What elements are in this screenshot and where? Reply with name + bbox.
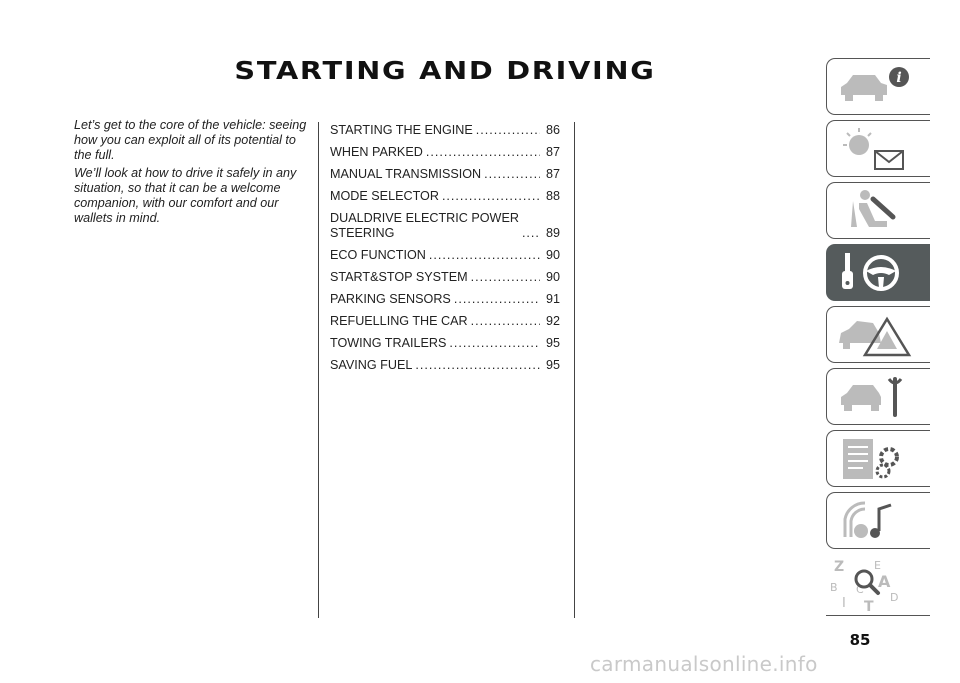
toc-entry[interactable] xyxy=(330,123,560,138)
toc-leader xyxy=(429,248,540,263)
toc-label: START&STOP SYSTEM xyxy=(330,270,468,284)
toc-label: MANUAL TRANSMISSION xyxy=(330,167,482,181)
toc-page: 95 xyxy=(545,336,560,350)
toc-label: STARTING THE ENGINE xyxy=(330,123,473,137)
toc-entry[interactable] xyxy=(330,336,560,351)
toc-page: 90 xyxy=(545,248,560,262)
seat-airbag-icon xyxy=(835,187,915,235)
page-number: 85 xyxy=(849,631,871,649)
index-letter: T xyxy=(864,599,874,613)
toc-page: 86 xyxy=(545,123,560,137)
chapter-tab-technical-data[interactable] xyxy=(826,430,930,487)
toc-entry[interactable] xyxy=(330,211,560,241)
toc-entry[interactable] xyxy=(330,358,560,373)
column-divider xyxy=(318,122,319,618)
chapter-tab-maintenance[interactable] xyxy=(826,368,930,425)
index-letter: I xyxy=(842,596,846,611)
chapter-title: STARTING AND DRIVING xyxy=(234,56,656,85)
chapter-tab-starting-driving[interactable] xyxy=(826,244,930,301)
toc-label: SAVING FUEL xyxy=(330,358,413,372)
toc-label: REFUELLING THE CAR xyxy=(330,314,468,328)
toc-leader xyxy=(522,226,540,241)
toc-page: 92 xyxy=(545,314,560,328)
index-letter: E xyxy=(874,559,881,572)
toc-entry[interactable] xyxy=(330,314,560,329)
index-letter: B xyxy=(830,581,838,594)
table-of-contents xyxy=(330,123,560,380)
toc-page: 89 xyxy=(545,226,560,240)
key-steering-wheel-icon xyxy=(835,249,915,297)
chapter-tab-warning-lights[interactable] xyxy=(826,120,930,177)
index-letter: D xyxy=(890,591,899,604)
watermark: carmanualsonline.info xyxy=(590,652,818,676)
toc-entry[interactable] xyxy=(330,189,560,204)
toc-leader xyxy=(442,189,540,204)
index-letter: A xyxy=(878,572,891,591)
car-info-icon xyxy=(835,63,915,111)
toc-label: TOWING TRAILERS xyxy=(330,336,447,350)
toc-label: DUALDRIVE ELECTRIC POWER STEERING xyxy=(330,211,519,240)
svg-text:i: i xyxy=(896,70,902,86)
toc-page: 87 xyxy=(545,145,560,159)
toc-leader xyxy=(415,358,540,373)
toc-page: 88 xyxy=(545,189,560,203)
car-emergency-icon xyxy=(835,311,915,359)
toc-leader xyxy=(471,314,540,329)
chapter-intro xyxy=(74,118,314,229)
toc-leader xyxy=(476,123,540,138)
chapter-tab-index[interactable] xyxy=(826,555,930,616)
warning-lights-message-icon xyxy=(835,125,915,173)
toc-label: WHEN PARKED xyxy=(330,145,423,159)
toc-entry[interactable] xyxy=(330,248,560,263)
toc-page: 87 xyxy=(545,167,560,181)
chapter-tab-safety[interactable] xyxy=(826,182,930,239)
index-letters-icon xyxy=(828,557,908,613)
toc-page: 95 xyxy=(545,358,560,372)
intro-paragraph: We’ll look at how to drive it safely in any situation, so that it can be a welcome companion, with our comfort and our wallets in mind. xyxy=(74,166,297,225)
toc-leader xyxy=(426,145,540,160)
chapter-tab-knowing-car[interactable] xyxy=(826,58,930,115)
intro-paragraph: Let’s get to the core of the vehicle: seeing how you can exploit all of its potential to the full. xyxy=(74,118,307,162)
toc-leader xyxy=(449,336,540,351)
index-letter: Z xyxy=(834,559,845,575)
toc-page: 91 xyxy=(545,292,560,306)
chapter-tab-emergency[interactable] xyxy=(826,306,930,363)
toc-leader xyxy=(471,270,540,285)
multimedia-icon xyxy=(835,497,915,545)
technical-data-icon xyxy=(835,435,915,483)
toc-label: PARKING SENSORS xyxy=(330,292,451,306)
toc-entry[interactable] xyxy=(330,292,560,307)
toc-label: ECO FUNCTION xyxy=(330,248,426,262)
index-letter: C xyxy=(856,583,864,596)
toc-label: MODE SELECTOR xyxy=(330,189,439,203)
car-maintenance-icon xyxy=(835,373,915,421)
toc-entry[interactable] xyxy=(330,167,560,182)
toc-entry[interactable] xyxy=(330,145,560,160)
toc-leader xyxy=(484,167,540,182)
column-divider xyxy=(574,122,575,618)
toc-entry[interactable] xyxy=(330,270,560,285)
chapter-tab-multimedia[interactable] xyxy=(826,492,930,549)
toc-page: 90 xyxy=(545,270,560,284)
toc-leader xyxy=(454,292,540,307)
